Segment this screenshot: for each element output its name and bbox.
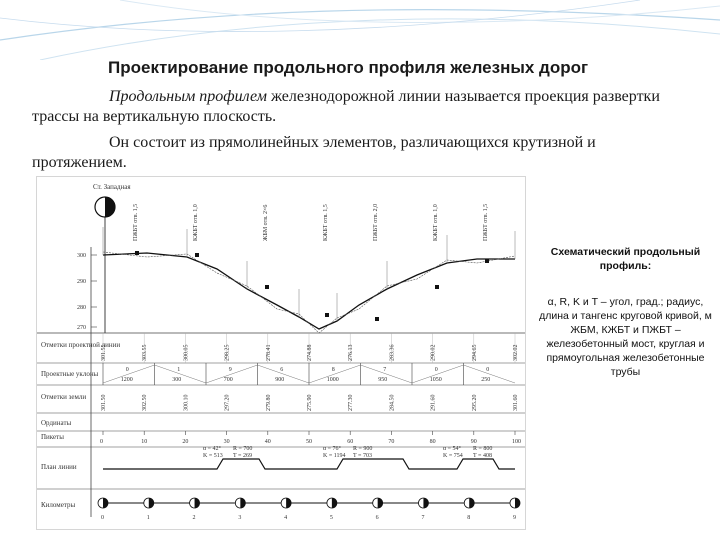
km-label: 3 (238, 515, 242, 521)
row-label-kilometers: Километры (41, 501, 76, 509)
km-marker-fill (378, 498, 383, 508)
station-label: Ст. Западная (93, 183, 131, 191)
elevation-tick-label: 300 (77, 253, 86, 259)
grade-value: 9 (228, 367, 232, 373)
grade-value: 6 (280, 367, 284, 373)
km-label: 0 (101, 515, 104, 521)
picket-label: 40 (264, 439, 271, 445)
km-marker-fill (195, 498, 200, 508)
curve-tangent: T = 269 (233, 453, 252, 459)
paragraph-elements: Он состоит из прямолинейных элементов, различающихся крутизной и протяжением. (32, 134, 596, 171)
elevation-tick-label: 290 (77, 279, 86, 285)
curve-angle: α = 76° (323, 446, 341, 452)
km-label: 6 (375, 515, 379, 521)
structure-mark (375, 317, 379, 321)
curve-angle: α = 54° (443, 446, 461, 452)
structure-label: КЖБТ отв. 1,0 (433, 204, 439, 241)
curve-length: K = 513 (203, 453, 223, 459)
slide-title: Проектирование продольного профиля железных дорог (108, 58, 589, 77)
grade-value: 7 (383, 367, 387, 373)
elevation-tick-label: 280 (77, 305, 86, 311)
structure-label: ПЖБТ отв. 1,5 (483, 203, 489, 241)
picket-label: 80 (429, 439, 436, 445)
row-label-design-grades: Проектные уклоны (41, 370, 99, 378)
ground-mark-value: 279.80 (265, 394, 272, 411)
structure-mark (135, 251, 139, 255)
design-mark-value: 276.13 (348, 344, 355, 361)
design-mark-value: 298.25 (224, 344, 231, 361)
paragraph-definition-text: железнодорожной линии называется проекция развертки трассы на вертикальную плоскость. (32, 88, 660, 125)
ground-mark-value: 297.20 (224, 394, 231, 411)
ground-mark-value: 301.60 (513, 394, 519, 411)
grade-length: 1200 (120, 377, 133, 383)
plan-line (103, 459, 515, 469)
km-label: 1 (146, 515, 150, 521)
caption-heading: Схематический продольный профиль: (550, 246, 701, 272)
grade-value: 0 (486, 367, 490, 373)
design-mark-value: 300.05 (183, 344, 190, 361)
picket-label: 100 (512, 439, 521, 445)
design-mark-value: 278.41 (265, 344, 272, 361)
curve-radius: R = 700 (233, 446, 253, 452)
picket-label: 60 (347, 439, 354, 445)
design-mark-value: 283.36 (389, 344, 396, 361)
structure-mark (435, 285, 439, 289)
ground-mark-value: 301.50 (101, 394, 107, 411)
row-label-plan: План линии (41, 463, 77, 471)
curve-radius: R = 900 (353, 446, 373, 452)
grade-length: 300 (172, 377, 182, 383)
km-label: 4 (284, 515, 288, 521)
grade-length: 900 (275, 377, 285, 383)
picket-label: 90 (470, 439, 477, 445)
picket-label: 0 (100, 439, 103, 445)
design-grade-line (103, 253, 515, 329)
row-label-ground-marks: Отметки земли (41, 393, 87, 401)
design-mark-value: 303.55 (142, 344, 149, 361)
design-mark-value: 301.55 (101, 344, 107, 361)
design-mark-value: 290.02 (430, 344, 437, 361)
structure-mark (195, 253, 199, 257)
curve-radius: R = 800 (473, 446, 493, 452)
grade-length: 1050 (429, 377, 442, 383)
ground-mark-value: 302.50 (142, 394, 149, 411)
structure-label: ПЖБТ отв. 1,5 (133, 203, 139, 241)
curve-angle: α = 42° (203, 446, 221, 452)
grade-length: 950 (378, 377, 388, 383)
km-marker-fill (240, 498, 245, 508)
km-label: 5 (329, 515, 333, 521)
grade-value: 8 (331, 367, 335, 373)
picket-label: 50 (306, 439, 312, 445)
picket-label: 10 (141, 439, 148, 445)
structure-label: ПЖБТ отв. 2,0 (373, 203, 379, 241)
grade-value: 0 (434, 367, 438, 373)
ground-mark-value: 277.30 (348, 394, 355, 411)
row-label-pickets: Пикеты (41, 433, 64, 441)
grade-value: 0 (125, 367, 129, 373)
ground-mark-value: 300.10 (183, 394, 190, 411)
picket-label: 30 (223, 439, 230, 445)
curve-tangent: T = 703 (353, 453, 372, 459)
profile-drawing (37, 177, 525, 529)
structure-mark (265, 285, 269, 289)
term-longitudinal-profile: Продольным профилем (109, 88, 267, 105)
paragraph-definition (32, 87, 682, 127)
km-label: 7 (421, 515, 425, 521)
design-mark-value: 302.02 (513, 344, 519, 361)
structure-label: КЖБТ отв. 1,5 (323, 204, 329, 241)
structure-label: ЖБМ отв. 2×6 (263, 204, 269, 241)
structure-label: КЖБТ отв. 1,0 (193, 204, 199, 241)
km-marker-fill (149, 498, 154, 508)
km-marker-fill (286, 498, 291, 508)
longitudinal-profile-figure (36, 176, 526, 530)
elevation-tick-label: 270 (77, 325, 86, 331)
grade-value: 1 (177, 367, 181, 373)
structure-mark (325, 313, 329, 317)
figure-caption (538, 245, 713, 379)
design-mark-value: 294.65 (471, 344, 478, 361)
row-label-design-marks: Отметки проектной линии (41, 341, 121, 349)
km-label: 8 (467, 515, 471, 521)
station-marker-fill (105, 197, 115, 217)
km-marker-fill (103, 498, 108, 508)
row-label-ordinates: Ординаты (41, 419, 72, 427)
ground-surface-line (103, 252, 515, 333)
km-marker-fill (515, 498, 520, 508)
grade-length: 700 (223, 377, 233, 383)
km-label: 9 (513, 515, 516, 521)
grade-length: 250 (481, 377, 491, 383)
km-marker-fill (332, 498, 337, 508)
grade-length: 1000 (326, 377, 339, 383)
curve-length: K = 754 (443, 453, 463, 459)
design-mark-value: 274.88 (307, 344, 313, 361)
picket-label: 20 (182, 439, 189, 445)
curve-length: K = 1194 (323, 453, 346, 459)
ground-mark-value: 295.20 (471, 394, 478, 411)
ground-mark-value: 291.60 (430, 394, 437, 411)
km-label: 2 (192, 515, 196, 521)
ground-mark-value: 275.90 (307, 394, 313, 411)
picket-label: 70 (388, 439, 395, 445)
structure-mark (485, 259, 489, 263)
km-marker-fill (469, 498, 474, 508)
caption-body: α, R, K и T – угол, град.; радиус, длина и тангенс круговой кривой, м ЖБМ, КЖБТ и ПЖБТ – железобетонный мост, круглая и прямоугольная железобетонные трубы (539, 296, 712, 378)
header-decoration (0, 0, 720, 60)
km-marker-fill (423, 498, 428, 508)
curve-tangent: T = 408 (473, 453, 492, 459)
ground-mark-value: 284.50 (389, 394, 396, 411)
